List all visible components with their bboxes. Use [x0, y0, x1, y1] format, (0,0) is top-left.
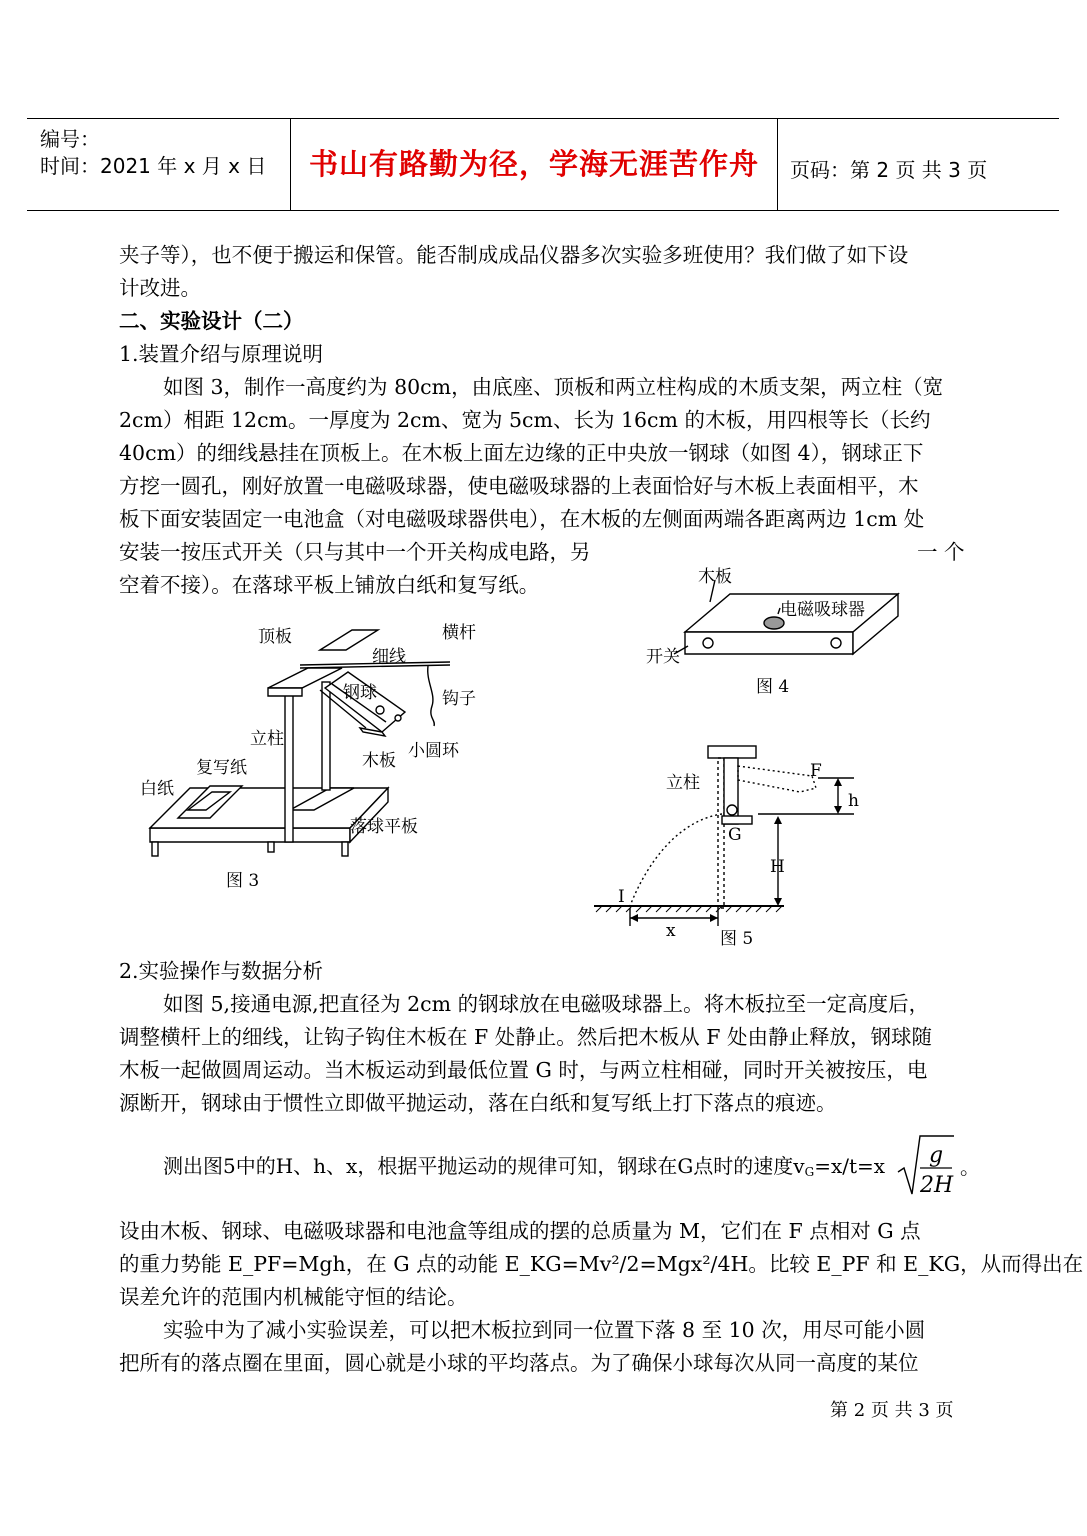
- sub1-heading: 1.装置介绍与原理说明: [119, 342, 324, 366]
- para1-line2: 计改进。: [119, 276, 201, 300]
- formula-num: g: [929, 1143, 944, 1168]
- header-title: 书山有路勤为径，学海无涯苦作舟: [308, 147, 759, 181]
- fig5-label-pillar: 立柱: [666, 773, 700, 793]
- fig3-base-front: [150, 828, 350, 842]
- fig3-label-white-paper: 白纸: [140, 779, 174, 799]
- header-number-label: 编号：: [40, 127, 100, 151]
- header-top-rule: [27, 118, 1059, 119]
- para4-line1: 设由木板、钢球、电磁吸球器和电池盒等组成的摆的总质量为 M，它们在 F 点相对 G 点: [119, 1219, 921, 1243]
- para3-line1: 如图 5,接通电源,把直径为 2cm 的钢球放在电磁吸球器上。将木板拉至一定高度后，: [163, 992, 930, 1016]
- header-divider-right: [777, 118, 778, 210]
- formula-sqrt: [896, 1130, 980, 1200]
- formula-mid: =x/t=x: [814, 1154, 886, 1178]
- fig5-caption: 图 5: [720, 929, 754, 949]
- formula-line: [163, 1150, 885, 1179]
- para4-line2: 的重力势能 E_PF=Mgh，在 G 点的动能 E_KG=Mv²/2=Mgx²/4H。比较 E_PF 和 E_KG，从而得出在: [119, 1252, 1084, 1276]
- fig3-label-carbon-paper: 复写纸: [196, 758, 247, 778]
- figure-5: [590, 740, 900, 955]
- para3-line3: 木板一起做圆周运动。当木板运动到最低位置 G 时，与两立柱相碰，同时开关被按压，电: [119, 1058, 928, 1082]
- fig3-label-board: 木板: [362, 751, 396, 771]
- fig4-label-electromagnet: 电磁吸球器: [780, 600, 865, 620]
- header-bottom-rule: [27, 210, 1059, 211]
- fig3-label-drop-plate: 落球平板: [350, 817, 418, 837]
- para2-line6-tail: 一 个: [917, 540, 965, 564]
- para2-line2: 2cm）相距 12cm。一厚度为 2cm、宽为 5cm、长为 16cm 的木板，用四根等长（长约: [119, 408, 931, 432]
- para2-line3: 40cm）的细线悬挂在顶板上。在木板上面左边缘的正中央放一钢球（如图 4），钢球正下: [119, 441, 924, 465]
- header-divider-left: [290, 118, 291, 210]
- para3-line4: 源断开，钢球由于惯性立即做平抛运动，落在白纸和复写纸上打下落点的痕迹。: [119, 1091, 837, 1115]
- para2-line6: 安装一按压式开关（只与其中一个开关构成电路，另: [119, 540, 591, 564]
- para5-line2: 把所有的落点圈在里面，圆心就是小球的平均落点。为了确保小球每次从同一高度的某位: [119, 1351, 919, 1375]
- footer-page: 第 2 页 共 3 页: [830, 1400, 954, 1421]
- para4-line3: 误差允许的范围内机械能守恒的结论。: [119, 1285, 468, 1309]
- fig3-caption: 图 3: [226, 871, 260, 891]
- formula-text: 测出图5中的H、h、x，根据平抛运动的规律可知，钢球在G点时的速度v: [163, 1154, 805, 1178]
- fig4-label-board: 木板: [698, 567, 732, 587]
- para2-line5: 板下面安装固定一电池盒（对电磁吸球器供电），在木板的左侧面两端各距离两边 1cm 处: [119, 507, 925, 531]
- fig3-label-crossbar: 横杆: [442, 623, 476, 643]
- fig5-label-F: F: [810, 761, 822, 781]
- formula-sub: G: [804, 1165, 815, 1179]
- fig3-label-top-plate: 顶板: [258, 627, 292, 647]
- fig4-label-switch: 开关: [646, 647, 680, 667]
- formula-den: 2H: [920, 1173, 954, 1198]
- section2-heading: 二、实验设计（二）: [119, 309, 304, 333]
- para5-line1: 实验中为了减小实验误差，可以把木板拉到同一位置下落 8 至 10 次，用尽可能小圆: [163, 1318, 926, 1342]
- para3-line2: 调整横杆上的细线，让钩子钩住木板在 F 处静止。然后把木板从 F 处由静止释放，钢球随: [119, 1025, 933, 1049]
- fig3-label-steel-ball: 钢球: [343, 683, 377, 703]
- para2-line4: 方挖一圆孔，刚好放置一电磁吸球器，使电磁吸球器的上表面恰好与木板上表面相平，木: [119, 474, 919, 498]
- fig5-label-G: G: [728, 825, 742, 845]
- fig5-label-H: H: [770, 857, 785, 877]
- fig5-label-x: x: [666, 921, 676, 941]
- fig3-label-pillar: 立柱: [250, 729, 284, 749]
- fig5-label-I: I: [618, 887, 625, 907]
- fig3-label-small-ring: 小圆环: [408, 741, 459, 761]
- para2-line1: 如图 3，制作一高度约为 80cm，由底座、顶板和两立柱构成的木质支架，两立柱（宽: [163, 375, 944, 399]
- sub2-heading: 2.实验操作与数据分析: [119, 959, 324, 983]
- fig4-caption: 图 4: [756, 677, 790, 697]
- header-time: 时间：2021 年 x 月 x 日: [40, 154, 267, 178]
- fig3-label-thread: 细线: [372, 647, 406, 667]
- figure-4: [640, 562, 910, 702]
- para2-line7: 空着不接）。在落球平板上铺放白纸和复写纸。: [119, 573, 540, 597]
- figure-3: [130, 610, 490, 900]
- fig3-label-hook: 钩子: [442, 689, 476, 709]
- para1-line1: 夹子等），也不便于搬运和保管。能否制成成品仪器多次实验多班使用？我们做了如下设: [119, 243, 909, 267]
- header-page-info: 页码：第 2 页 共 3 页: [790, 158, 988, 182]
- fig5-label-h: h: [848, 791, 859, 811]
- formula-end: 。: [960, 1155, 980, 1179]
